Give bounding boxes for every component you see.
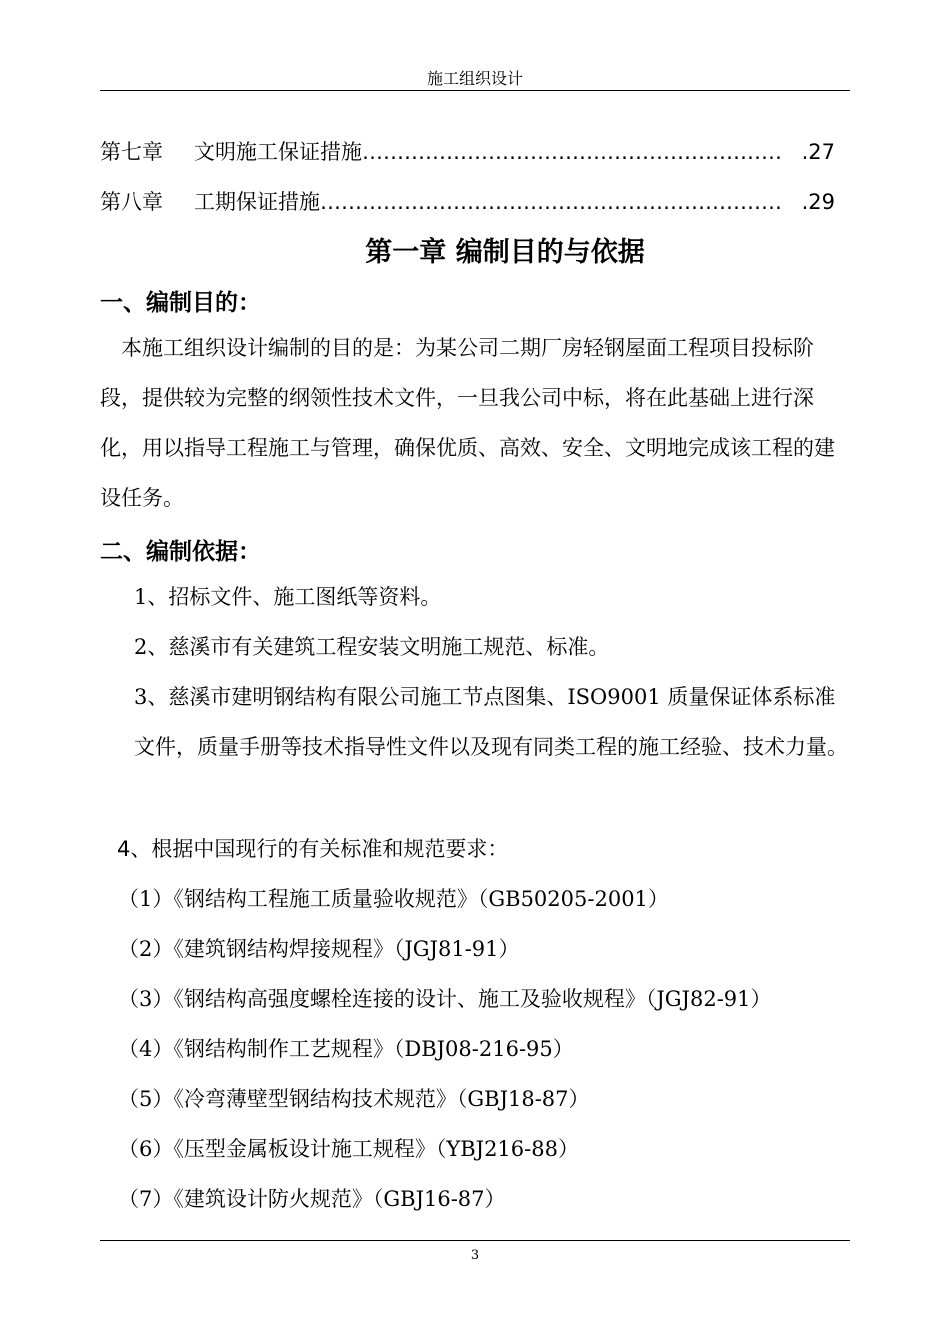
toc-chapter-title: 工期保证措施 [194, 190, 320, 214]
toc-entry-chapter-7 [100, 136, 835, 166]
standard-item-2: （2）《建筑钢结构焊接规程》（JGJ81-91） [118, 937, 520, 961]
toc-chapter-title: 文明施工保证措施 [194, 140, 362, 164]
standard-item-3: （3）《钢结构高强度螺栓连接的设计、施工及验收规程》（JGJ82-91） [118, 987, 772, 1011]
standard-item-5: （5）《冷弯薄壁型钢结构技术规范》（GBJ18-87） [118, 1087, 590, 1111]
chapter-title: 第一章 编制目的与依据 [365, 237, 645, 268]
toc-leader-dots: ………………………………………………………… [320, 190, 782, 214]
standard-item-7: （7）《建筑设计防火规范》（GBJ16-87） [118, 1187, 506, 1211]
purpose-paragraph: 本施工组织设计编制的目的是：为某公司二期厂房轻钢屋面工程项目投标阶段，提供较为完整的纲领性技术文件，一旦我公司中标，将在此基础上进行深化，用以指导工程施工与管理，确保优质、高效、安全、文明地完成该工程的建设任务。 [100, 336, 835, 510]
basis-item-text: 2、慈溪市有关建筑工程安装文明施工规范、标准。 [134, 635, 610, 659]
toc-page-number: .27 [801, 140, 835, 164]
header-divider [100, 90, 850, 91]
toc-chapter-number: 第八章 [100, 190, 163, 214]
basis-item-2 [134, 622, 852, 672]
section-title-basis: 二、编制依据： [100, 539, 261, 565]
page-number: 3 [470, 1248, 480, 1263]
toc-chapter-number: 第七章 [100, 140, 163, 164]
toc-leader-dots: …………………………………………………… [362, 140, 782, 164]
footer-divider [100, 1240, 850, 1241]
page-header-title: 施工组织设计 [426, 69, 523, 88]
basis-item-text: 3、慈溪市建明钢结构有限公司施工节点图集、ISO9001 质量保证体系标准文件，质量手册等技术指导性文件以及现有同类工程的施工经验、技术力量。 [134, 685, 848, 759]
section-title-purpose: 一、编制目的： [100, 290, 261, 316]
toc-entry-chapter-8 [100, 186, 835, 216]
standard-item-1: （1）《钢结构工程施工质量验收规范》（GB50205-2001） [118, 887, 669, 911]
basis-item-4: 4、根据中国现行的有关标准和规范要求： [117, 837, 509, 861]
standard-item-4: （4）《钢结构制作工艺规程》（DBJ08-216-95） [118, 1037, 574, 1061]
basis-item-text: 1、招标文件、施工图纸等资料。 [134, 585, 442, 609]
basis-item-1 [134, 572, 852, 622]
basis-item-3 [134, 672, 852, 772]
standard-item-6: （6）《压型金属板设计施工规程》（YBJ216-88） [118, 1137, 579, 1161]
toc-page-number: .29 [801, 190, 835, 214]
